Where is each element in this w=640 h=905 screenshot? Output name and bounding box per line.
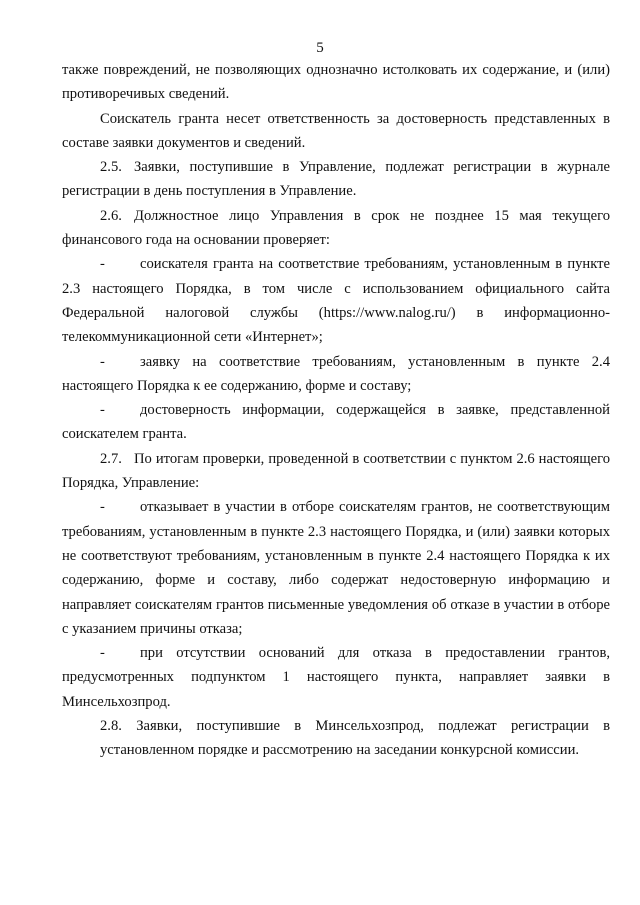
clause-2-5 [62,155,610,204]
dash-marker: - [100,402,105,419]
list-item [62,495,610,641]
list-item-text: отказывает в участии в отборе соискателям грантов, не соответствующим требованиям, установленным в пункте 2.3 настоящего Порядка, и (или) заявки которых не соответствуют требованиям, установленным в пункте 2.4 настоящего Порядка к их содержанию, форме и составу, либо содержат недостоверную информацию и направляет соискателям грантов письменные уведомления об отказе в участии в отборе с указанием причины отказа; [62,499,610,637]
clause-number: 2.5. [100,159,122,176]
clause-2-7 [62,447,610,496]
clause-number: 2.6. [100,207,122,224]
paragraph-responsibility: Соискатель гранта несет ответственность за достоверность представленных в составе заявки документов и сведений. [62,110,610,151]
dash-marker: - [100,645,105,662]
list-item-text: при отсутствии оснований для отказа в предоставлении грантов, предусмотренных подпунктом 1 настоящего пункта, направляет заявки в Минсельхозпрод. [62,645,610,710]
clause-number: 2.7. [100,450,122,467]
dash-marker: - [100,256,105,273]
clause-2-8 [62,714,610,763]
list-item [62,350,610,399]
clause-text: Заявки, поступившие в Минсельхозпрод, подлежат регистрации в установленном порядке и рассмотрению на заседании конкурсной комиссии. [100,718,610,759]
clause-number: 2.8. [100,718,122,735]
clause-text: Должностное лицо Управления в срок не позднее 15 мая текущего финансового года на основании проверяет: [62,207,610,249]
document-body [62,58,610,763]
clause-text: По итогам проверки, проведенной в соответствии с пунктом 2.6 настоящего Порядка, Управление: [62,450,610,492]
list-item-text: заявку на соответствие требованиям, установленным в пункте 2.4 настоящего Порядка к ее содержанию, форме и составу; [62,353,610,394]
list-item [62,252,610,349]
list-item [62,398,610,447]
paragraph-continuation: также повреждений, не позволяющих однозначно истолковать их содержание, и (или) противоречивых сведений. [62,62,610,103]
list-item [62,641,610,714]
list-item-text: соискателя гранта на соответствие требованиям, установленным в пункте 2.3 настоящего Порядка, в том числе с использованием официального сайта Федеральной налоговой службы (https://www.nalog.ru/) в информационно-телекоммуникационной сети «Интернет»; [62,256,610,346]
clause-text: Заявки, поступившие в Управление, подлежат регистрации в журнале регистрации в день поступления в Управление. [62,159,610,200]
clause-2-6 [62,204,610,253]
list-item-text: достоверность информации, содержащейся в заявке, представленной соискателем гранта. [62,402,610,443]
dash-marker: - [100,499,105,516]
dash-marker: - [100,353,105,370]
page-number: 5 [316,40,324,56]
